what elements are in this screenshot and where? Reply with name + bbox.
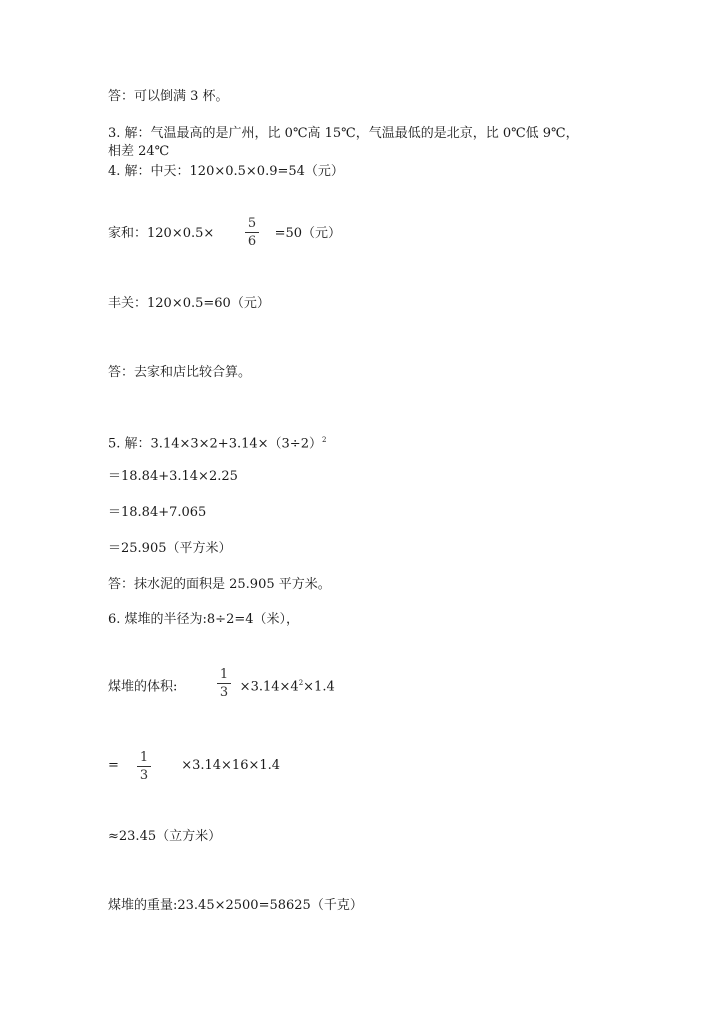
solution-3-line1: 3. 解：气温最高的是广州，比 0℃高 15℃，气温最低的是北京，比 0℃低 9℃， — [108, 126, 579, 141]
solution-6-weight: 煤堆的重量:23.45×2500=58625（千克） — [108, 898, 363, 913]
solution-6-volume-result: ≈23.45（立方米） — [108, 829, 222, 844]
fraction-denominator: 3 — [139, 768, 149, 783]
solution-5-step3: ＝18.84+7.065 — [108, 505, 207, 520]
solution-5-step4: ＝25.905（平方米） — [108, 541, 232, 556]
solution-5-step1 — [108, 431, 326, 453]
solution-5-expression: 5. 解：3.14×3×2+3.14×（3÷2） — [108, 436, 322, 452]
answer-4: 答：去家和店比较合算。 — [108, 365, 252, 380]
answer-5: 答：抹水泥的面积是 25.905 平方米。 — [108, 577, 331, 592]
fraction-one-third — [137, 750, 151, 783]
fraction-numerator: 5 — [247, 216, 257, 231]
solution-6-volume-step2 — [108, 757, 280, 775]
fraction-one-third — [217, 667, 231, 700]
fraction-five-sixths — [245, 216, 259, 249]
solution-5-step2: ＝18.84+3.14×2.25 — [108, 469, 238, 484]
solution-4-fengguan: 丰关：120×0.5=60（元） — [108, 296, 270, 311]
answer-3-cups: 答：可以倒满 3 杯。 — [108, 89, 229, 104]
solution-4-zhongtian: 4. 解：中天：120×0.5×0.9=54（元） — [108, 164, 344, 179]
jiahe-prefix: 家和：120×0.5× — [108, 226, 215, 241]
exponent: 2 — [321, 436, 327, 444]
volume-step2-expression: ×3.14×16×1.4 — [181, 758, 281, 773]
solution-3-line2: 相差 24℃ — [108, 144, 170, 159]
volume-tail: ×1.4 — [303, 679, 335, 695]
solution-6-radius: 6. 煤堆的半径为:8÷2=4（米）， — [108, 612, 300, 627]
exponent: 2 — [298, 679, 304, 687]
volume-expression: ×3.14×4 — [239, 679, 299, 695]
jiahe-suffix: =50（元） — [274, 226, 341, 241]
fraction-numerator: 1 — [219, 667, 229, 682]
equals-sign: = — [108, 758, 119, 773]
fraction-denominator: 6 — [247, 234, 257, 249]
solution-4-jiahe — [108, 225, 341, 243]
fraction-numerator: 1 — [139, 750, 149, 765]
volume-prefix: 煤堆的体积: — [108, 679, 178, 695]
fraction-denominator: 3 — [219, 685, 229, 700]
